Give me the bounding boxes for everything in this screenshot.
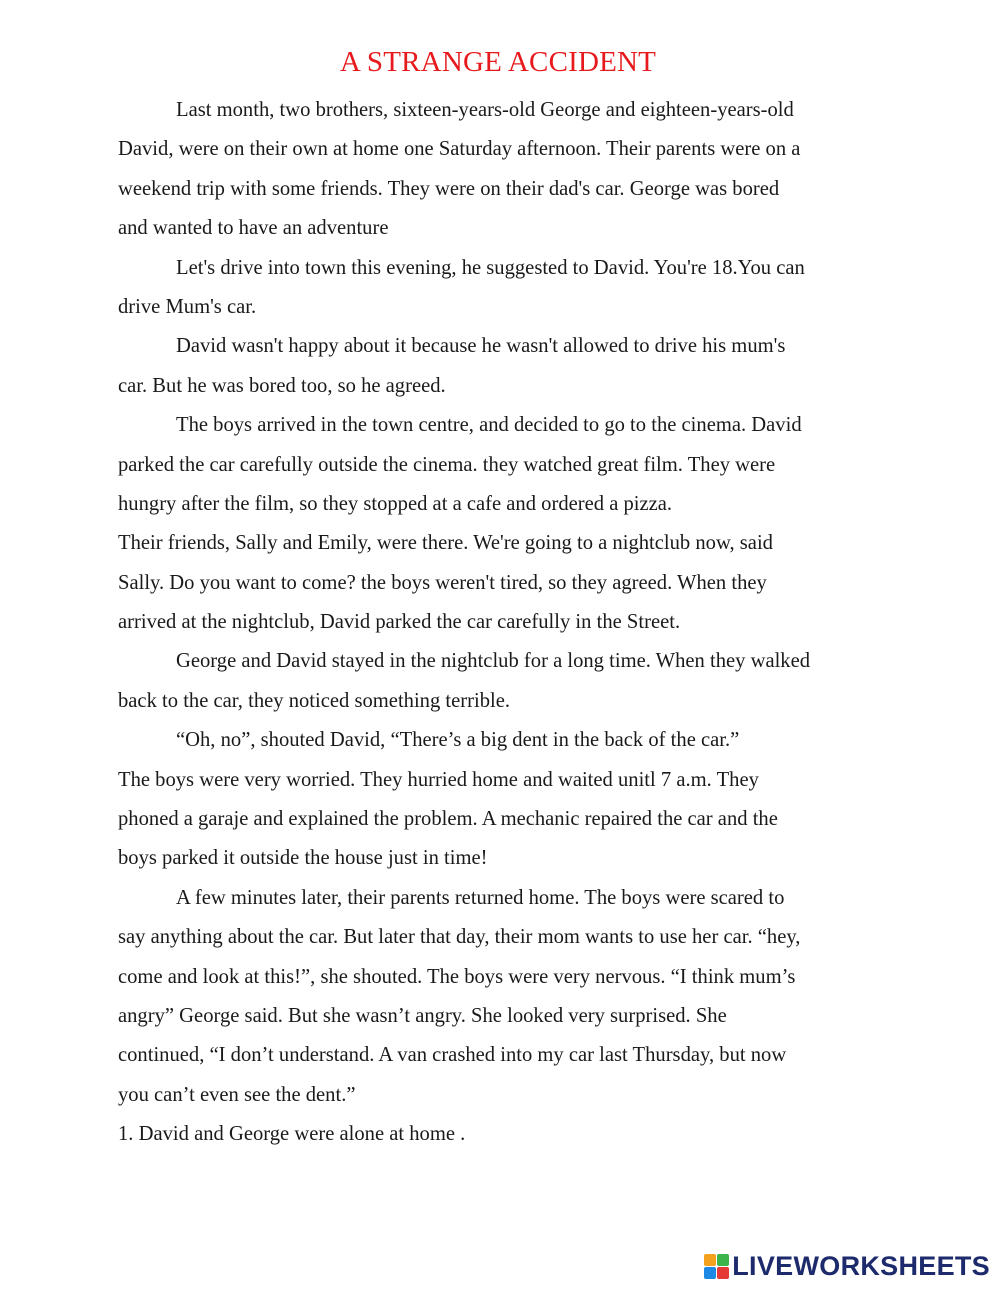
story-paragraph	[118, 721, 898, 760]
paragraph-line: Their friends, Sally and Emily, were there. We're going to a nightclub now, said	[118, 532, 773, 555]
story-paragraph	[118, 327, 898, 406]
paragraph-line: A few minutes later, their parents returned home. The boys were scared to	[176, 886, 785, 909]
brand-name: LIVEWORKSHEETS	[732, 1251, 990, 1281]
paragraph-line: you can’t even see the dent.”	[118, 1083, 356, 1106]
paragraph-line: car. But he was bored too, so he agreed.	[118, 374, 446, 397]
paragraph-line: back to the car, they noticed something terrible.	[118, 689, 511, 712]
paragraph-line: The boys arrived in the town centre, and decided to go to the cinema. David	[176, 414, 802, 437]
story-paragraph	[118, 761, 898, 879]
story-paragraph	[118, 249, 898, 328]
logo-square	[717, 1267, 729, 1279]
story-paragraph	[118, 642, 898, 721]
paragraph-line: David wasn't happy about it because he wasn't allowed to drive his mum's	[176, 335, 786, 358]
paragraph-line: and wanted to have an adventure	[118, 217, 389, 240]
paragraph-line: boys parked it outside the house just in time!	[118, 847, 488, 870]
story-text	[118, 91, 898, 1155]
worksheet-title: A STRANGE ACCIDENT	[339, 46, 657, 78]
paragraph-line: George and David stayed in the nightclub for a long time. When they walked	[176, 650, 811, 673]
paragraph-line: drive Mum's car.	[118, 295, 257, 318]
paragraph-line: arrived at the nightclub, David parked the car carefully in the Street.	[118, 611, 681, 634]
logo-square	[704, 1267, 716, 1279]
paragraph-line: weekend trip with some friends. They were on their dad's car. George was bored	[118, 177, 780, 200]
paragraph-line: continued, “I don’t understand. A van crashed into my car last Thursday, but now	[118, 1044, 787, 1067]
logo-square	[704, 1254, 716, 1266]
paragraph-line: angry” George said. But she wasn’t angry. She looked very surprised. She	[118, 1004, 727, 1027]
paragraph-line: Last month, two brothers, sixteen-years-old George and eighteen-years-old	[176, 99, 794, 121]
paragraph-line: come and look at this!”, she shouted. The boys were very nervous. “I think mum’s	[118, 965, 796, 988]
logo-square	[717, 1254, 729, 1266]
paragraph-line: parked the car carefully outside the cinema. they watched great film. They were	[118, 453, 776, 476]
paragraph-line: say anything about the car. But later that day, their mom wants to use her car. “hey,	[118, 926, 801, 949]
paragraph-line: phoned a garaje and explained the problem. A mechanic repaired the car and the	[118, 808, 778, 831]
paragraph-line: 1. David and George were alone at home .	[118, 1123, 466, 1146]
liveworksheets-logo-icon	[704, 1254, 729, 1279]
story-paragraph	[118, 524, 898, 642]
paragraph-line: David, were on their own at home one Saturday afternoon. Their parents were on a	[118, 138, 801, 161]
story-paragraph	[118, 406, 898, 524]
paragraph-line: The boys were very worried. They hurried home and waited unitl 7 a.m. They	[118, 768, 759, 791]
paragraph-line: “Oh, no”, shouted David, “There’s a big dent in the back of the car.”	[176, 729, 740, 752]
story-paragraph	[118, 1115, 898, 1154]
story-paragraph	[118, 91, 898, 249]
story-paragraph	[118, 879, 898, 1115]
paragraph-line: Let's drive into town this evening, he suggested to David. You're 18.You can	[176, 256, 805, 279]
paragraph-line: hungry after the film, so they stopped at a cafe and ordered a pizza.	[118, 492, 673, 515]
paragraph-line: Sally. Do you want to come? the boys weren't tired, so they agreed. When they	[118, 571, 767, 594]
liveworksheets-brand	[704, 1251, 990, 1281]
